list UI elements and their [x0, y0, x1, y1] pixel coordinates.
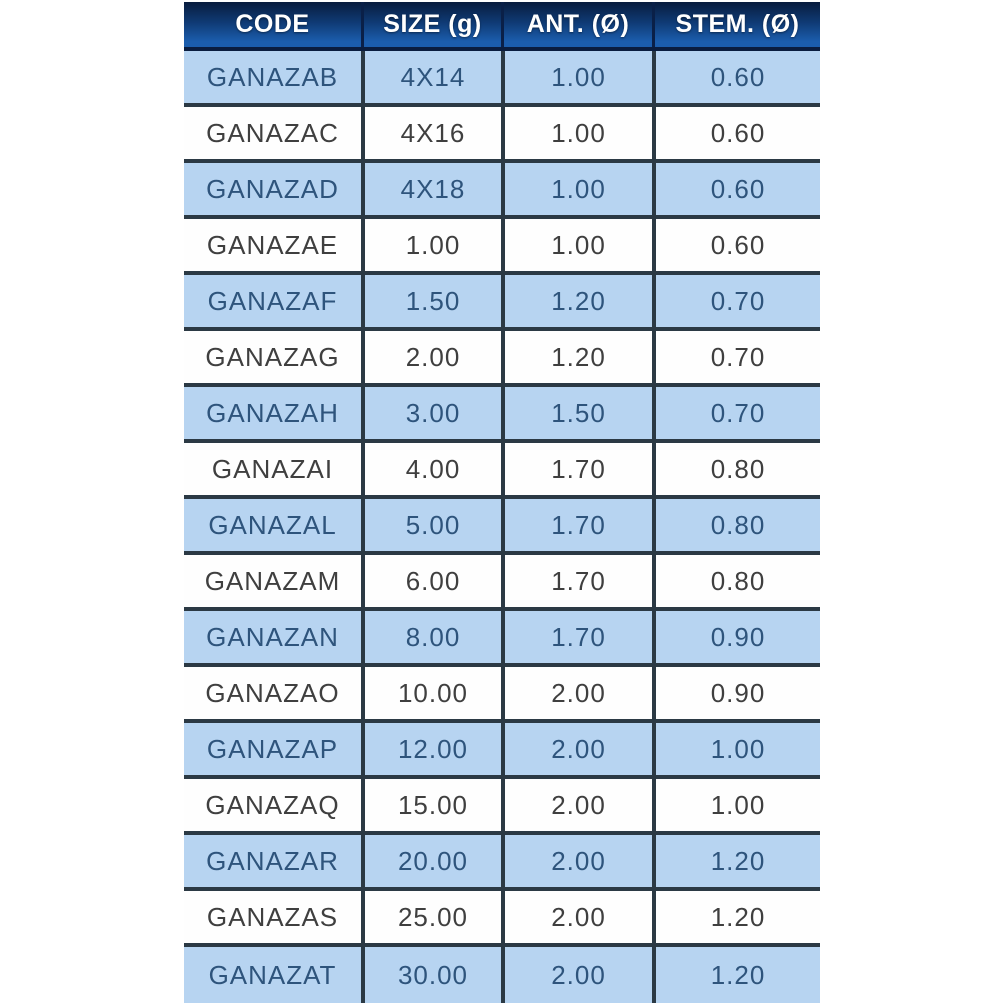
table-cell: 1.70 [501, 611, 652, 663]
table-cell: 2.00 [501, 835, 652, 887]
table-cell: GANAZAH [206, 397, 339, 428]
table-cell: 12.00 [361, 723, 501, 775]
table-cell: 0.60 [652, 51, 820, 103]
table-cell: 1.00 [501, 51, 652, 103]
table-cell: GANAZAP [206, 733, 339, 764]
table-cell: 0.80 [652, 443, 820, 495]
table-cell: GANAZAT [208, 959, 337, 990]
table-cell: GANAZAF [207, 285, 338, 316]
table-row [184, 219, 820, 275]
table-cell: 2.00 [501, 667, 652, 719]
table-cell: 1.20 [501, 331, 652, 383]
table-cell: 8.00 [361, 611, 501, 663]
table-cell: 1.00 [652, 779, 820, 831]
table-cell: 25.00 [361, 891, 501, 943]
table-cell: 1.00 [501, 219, 652, 271]
table-cell: 1.00 [501, 163, 652, 215]
table-row [184, 555, 820, 611]
table-cell: 4X18 [361, 163, 501, 215]
table-cell: GANAZAR [206, 845, 339, 876]
table-row [184, 443, 820, 499]
table-cell: 0.60 [652, 107, 820, 159]
header-cell-size: SIZE (g) [361, 2, 501, 47]
table-cell: GANAZAD [206, 173, 339, 204]
table-cell: 3.00 [361, 387, 501, 439]
table-cell: 0.80 [652, 555, 820, 607]
header-cell-stem: STEM. (Ø) [652, 2, 820, 47]
table-row [184, 835, 820, 891]
table-cell: GANAZAL [208, 509, 337, 540]
table-cell: GANAZAI [211, 453, 334, 484]
table-cell: 0.90 [652, 667, 820, 719]
table-cell: GANAZAQ [205, 789, 340, 820]
table-cell: GANAZAO [205, 677, 340, 708]
table-cell: 0.80 [652, 499, 820, 551]
header-cell-code: CODE [235, 10, 310, 38]
table-cell: 0.70 [652, 275, 820, 327]
table-row [184, 611, 820, 667]
table-cell: 1.00 [652, 723, 820, 775]
table-row [184, 947, 820, 1003]
table-cell: 2.00 [501, 723, 652, 775]
table-cell: 1.00 [361, 219, 501, 271]
table-cell: 1.70 [501, 443, 652, 495]
table-cell: 2.00 [501, 891, 652, 943]
table-row [184, 723, 820, 779]
spec-table [184, 2, 820, 1003]
table-cell: GANAZAE [206, 229, 339, 260]
table-cell: GANAZAB [206, 61, 339, 92]
table-cell: 20.00 [361, 835, 501, 887]
table-cell: 15.00 [361, 779, 501, 831]
table-cell: 1.50 [361, 275, 501, 327]
table-cell: 0.60 [652, 219, 820, 271]
table-row [184, 163, 820, 219]
table-cell: 1.20 [652, 891, 820, 943]
table-cell: GANAZAN [206, 621, 339, 652]
table-row [184, 107, 820, 163]
table-cell: 1.20 [652, 835, 820, 887]
table-cell: 1.20 [652, 947, 820, 1003]
header-cell-ant: ANT. (Ø) [501, 2, 652, 47]
table-cell: 4X16 [361, 107, 501, 159]
table-body [184, 51, 820, 1003]
table-cell: 0.70 [652, 331, 820, 383]
table-cell: 4X14 [361, 51, 501, 103]
table-cell: GANAZAS [206, 901, 339, 932]
table-cell: 1.70 [501, 499, 652, 551]
table-cell: 0.90 [652, 611, 820, 663]
table-cell: 10.00 [361, 667, 501, 719]
table-row [184, 51, 820, 107]
table-row [184, 891, 820, 947]
table-cell: 30.00 [361, 947, 501, 1003]
table-cell: 1.50 [501, 387, 652, 439]
table-header-row [184, 2, 820, 51]
table-cell: 1.70 [501, 555, 652, 607]
table-row [184, 331, 820, 387]
table-cell: 2.00 [501, 947, 652, 1003]
table-cell: 5.00 [361, 499, 501, 551]
table-cell: 6.00 [361, 555, 501, 607]
table-cell: GANAZAM [204, 565, 341, 596]
table-cell: 2.00 [361, 331, 501, 383]
table-row [184, 667, 820, 723]
table-cell: 0.70 [652, 387, 820, 439]
table-cell: 1.20 [501, 275, 652, 327]
table-cell: 2.00 [501, 779, 652, 831]
table-cell: 1.00 [501, 107, 652, 159]
table-row [184, 275, 820, 331]
table-cell: 0.60 [652, 163, 820, 215]
table-cell: 4.00 [361, 443, 501, 495]
table-cell: GANAZAG [205, 341, 340, 372]
table-row [184, 779, 820, 835]
table-row [184, 499, 820, 555]
table-cell: GANAZAC [206, 117, 339, 148]
table-row [184, 387, 820, 443]
